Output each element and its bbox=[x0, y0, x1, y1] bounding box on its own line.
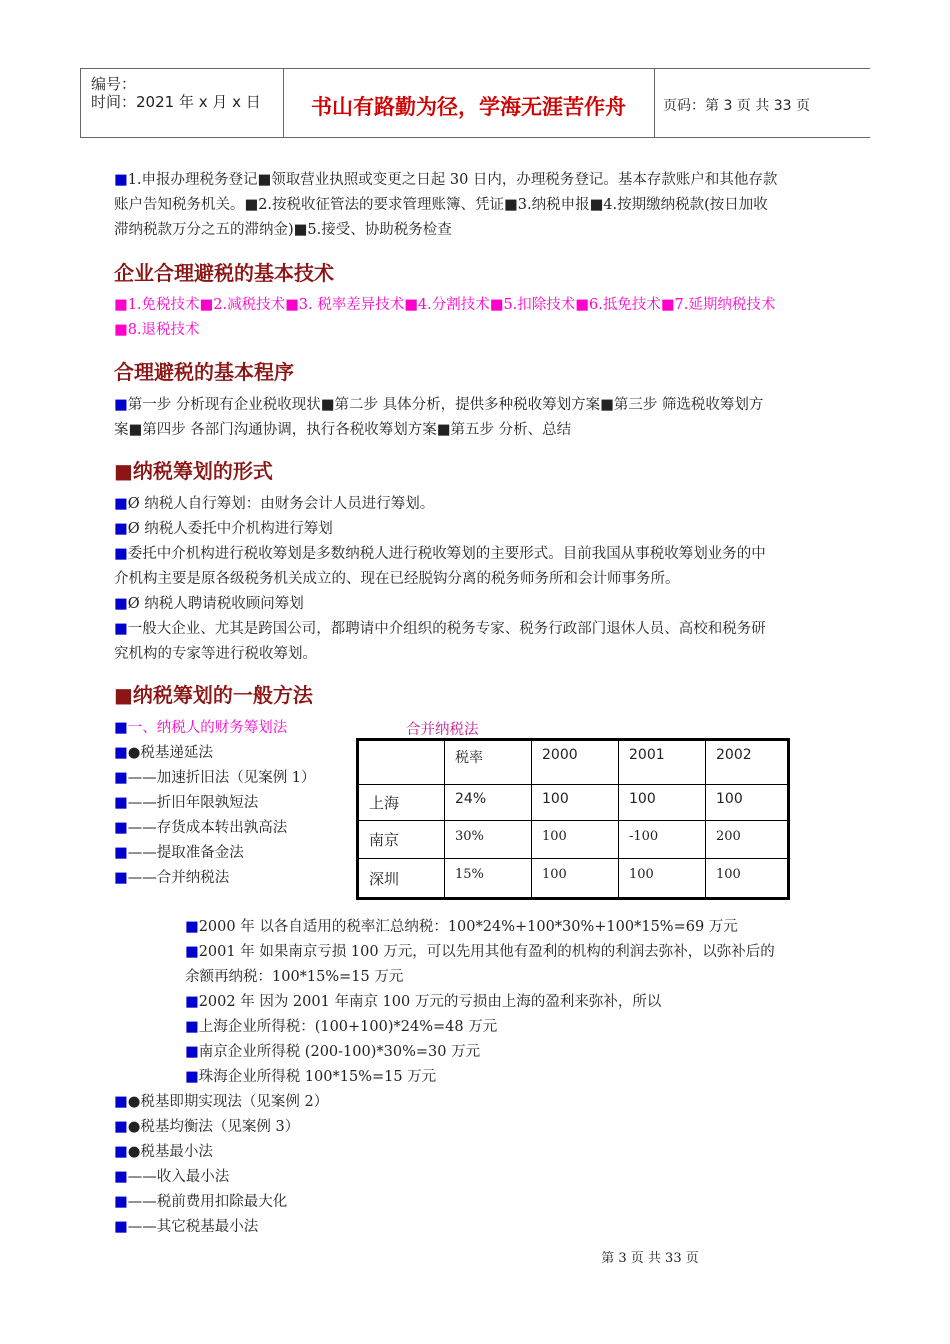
calc-line: ■珠海企业所得税 100*15%=15 万元 bbox=[185, 1069, 437, 1085]
table-cell: 100 bbox=[619, 859, 706, 899]
forms-item: 介机构主要是原各级税务机关成立的、现在已经脱钩分离的税务师务所和会计师事务所。 bbox=[114, 571, 680, 587]
header-right-cell bbox=[655, 69, 870, 137]
calc-line: ■2001 年 如果南京亏损 100 万元，可以先用其他有盈利的机构的利润去弥补，以弥补后的 bbox=[185, 944, 775, 960]
forms-item: ■一般大企业、尤其是跨国公司，都聘请中介组织的税务专家、税务行政部门退休人员、高校和税务研 bbox=[114, 621, 766, 637]
page-footer: 第 3 页 共 33 页 bbox=[601, 1251, 699, 1266]
table-header-row bbox=[358, 740, 789, 785]
table-cell: 100 bbox=[532, 821, 619, 859]
forms-item: ■Ø 纳税人聘请税收顾问筹划 bbox=[114, 596, 304, 612]
calc-line: ■南京企业所得税 (200-100)*30%=30 万元 bbox=[185, 1044, 481, 1060]
forms-item: ■Ø 纳税人自行筹划：由财务会计人员进行筹划。 bbox=[114, 496, 435, 512]
table-cell: 100 bbox=[706, 859, 789, 899]
table-cell: 15% bbox=[445, 859, 532, 899]
table-cell: 深圳 bbox=[358, 859, 445, 899]
table-cell: 2002 bbox=[706, 740, 789, 785]
method-item: ■●税基递延法 bbox=[114, 745, 213, 761]
techniques-line-2: ■8.退税技术 bbox=[114, 322, 200, 338]
method-item: ■——税前费用扣除最大化 bbox=[114, 1194, 288, 1210]
forms-item: ■委托中介机构进行税收筹划是多数纳税人进行税收筹划的主要形式。目前我国从事税收筹划业务的中 bbox=[114, 546, 766, 562]
intro-line-1: ■1.申报办理税务登记■领取营业执照或变更之日起 30 日内，办理税务登记。基本存款账户和其他存款 bbox=[114, 172, 778, 188]
method-item: ■——合并纳税法 bbox=[114, 870, 230, 886]
method-item: ■——加速折旧法（见案例 1） bbox=[114, 770, 316, 786]
table-cell: 24% bbox=[445, 784, 532, 821]
consolidated-tax-table bbox=[356, 738, 790, 900]
table-cell: 2000 bbox=[532, 740, 619, 785]
calc-line: 余额再纳税：100*15%=15 万元 bbox=[185, 969, 404, 985]
method-item: ■——其它税基最小法 bbox=[114, 1219, 259, 1235]
method-item: ■——提取准备金法 bbox=[114, 845, 244, 861]
procedure-line-2: 案■第四步 各部门沟通协调，执行各税收筹划方案■第五步 分析、总结 bbox=[114, 422, 572, 438]
table-cell: 100 bbox=[532, 784, 619, 821]
forms-item: 究机构的专家等进行税收筹划。 bbox=[114, 646, 317, 662]
table-cell bbox=[358, 740, 445, 785]
table-cell: 上海 bbox=[358, 784, 445, 821]
calc-line: ■2002 年 因为 2001 年南京 100 万元的亏损由上海的盈利来弥补，所以 bbox=[185, 994, 662, 1010]
header-left-cell bbox=[80, 69, 284, 137]
header-center-cell bbox=[283, 69, 655, 137]
table-cell: 2001 bbox=[619, 740, 706, 785]
table-cell: 30% bbox=[445, 821, 532, 859]
calc-line: ■上海企业所得税：(100+100)*24%=48 万元 bbox=[185, 1019, 498, 1035]
intro-line-2: 账户告知税务机关。■2.按税收征管法的要求管理账簿、凭证■3.纳税申报■4.按期缴纳税款(按日加收 bbox=[114, 197, 768, 213]
table-caption: 合并纳税法 bbox=[406, 722, 479, 738]
table-row bbox=[358, 859, 789, 899]
techniques-line-1: ■1.免税技术■2.减税技术■3. 税率差异技术■4.分割技术■5.扣除技术■6.抵免技术■7.延期纳税技术 bbox=[114, 297, 776, 313]
table-row bbox=[358, 821, 789, 859]
table-cell: -100 bbox=[619, 821, 706, 859]
table-cell: 200 bbox=[706, 821, 789, 859]
table-cell: 南京 bbox=[358, 821, 445, 859]
intro-line-3: 滞纳税款万分之五的滞纳金)■5.接受、协助税务检查 bbox=[114, 222, 452, 238]
methods-sub-1: ■一、纳税人的财务筹划法 bbox=[114, 720, 288, 736]
procedure-line-1: ■第一步 分析现有企业税收现状■第二步 具体分析，提供多种税收筹划方案■第三步 筛选税收筹划方 bbox=[114, 397, 764, 413]
section-title-procedure: 合理避税的基本程序 bbox=[114, 360, 294, 384]
forms-item: ■Ø 纳税人委托中介机构进行筹划 bbox=[114, 521, 333, 537]
table-row bbox=[358, 784, 789, 821]
section-title-techniques: 企业合理避税的基本技术 bbox=[114, 261, 334, 285]
table-cell: 税率 bbox=[445, 740, 532, 785]
method-item: ■——折旧年限孰短法 bbox=[114, 795, 259, 811]
method-item: ■●税基最小法 bbox=[114, 1144, 213, 1160]
table-cell: 100 bbox=[706, 784, 789, 821]
page-label: 页码：第 3 页 共 33 页 bbox=[663, 98, 810, 114]
calc-line: ■2000 年 以各自适用的税率汇总纳税：100*24%+100*30%+100*15%=69 万元 bbox=[185, 919, 738, 935]
section-title-forms: ■纳税筹划的形式 bbox=[114, 459, 273, 483]
table-cell: 100 bbox=[532, 859, 619, 899]
method-item: ■——收入最小法 bbox=[114, 1169, 230, 1185]
number-label: 编号： bbox=[91, 75, 137, 93]
method-item: ■——存货成本转出孰高法 bbox=[114, 820, 288, 836]
method-item: ■●税基均衡法（见案例 3） bbox=[114, 1119, 300, 1135]
method-item: ■●税基即期实现法（见案例 2） bbox=[114, 1094, 329, 1110]
page-header bbox=[80, 68, 870, 138]
date-label: 时间：2021 年 x 月 x 日 bbox=[91, 93, 261, 111]
table-cell: 100 bbox=[619, 784, 706, 821]
section-title-methods: ■纳税筹划的一般方法 bbox=[114, 683, 313, 707]
motto: 书山有路勤为径，学海无涯苦作舟 bbox=[311, 94, 626, 119]
